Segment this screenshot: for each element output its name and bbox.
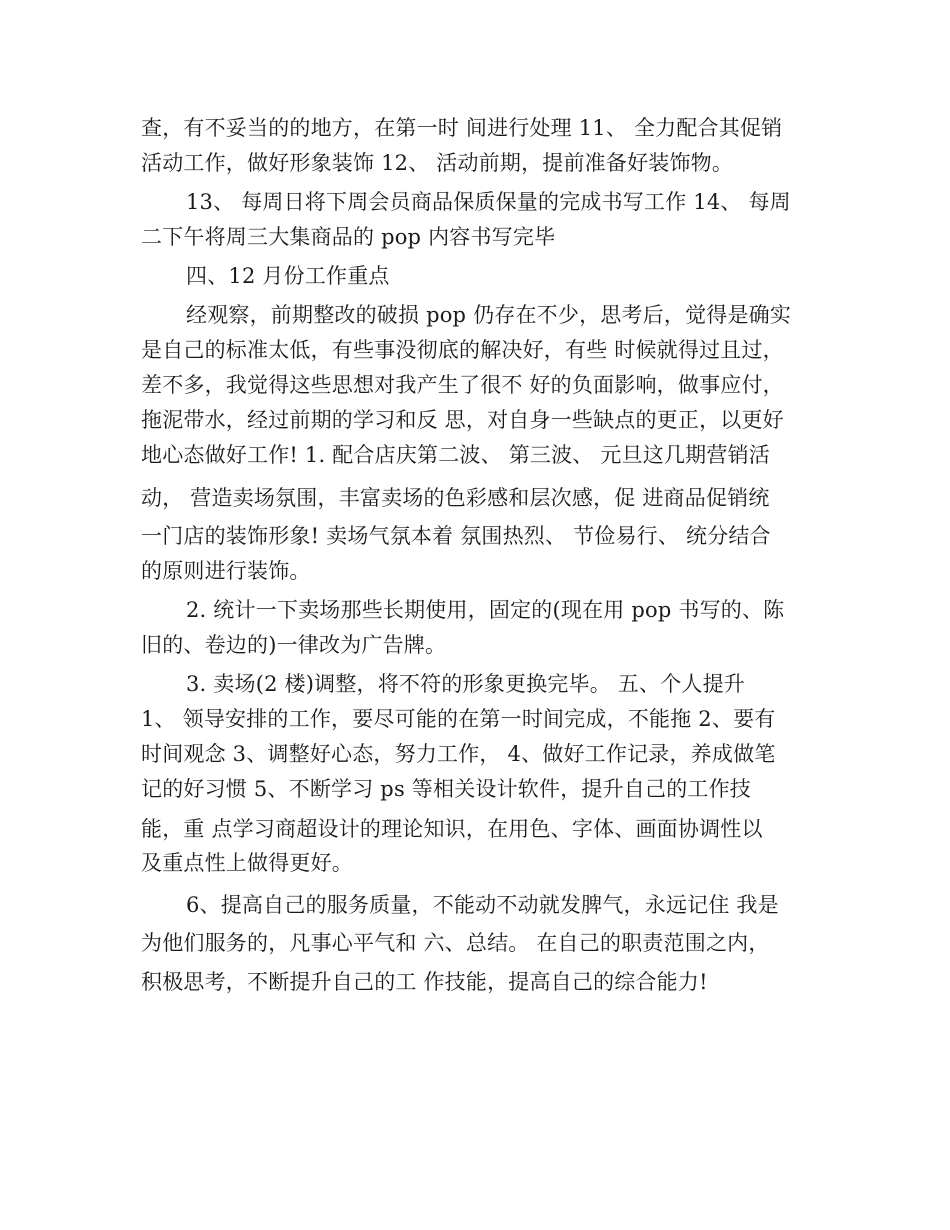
text-line: 旧的、卷边的)一律改为广告牌。 <box>141 633 447 657</box>
text-line: 地心态做好工作! 1. 配合店庆第二波、 第三波、 元旦这几期营销活 <box>141 443 770 467</box>
text-line: 6、提高自己的服务质量，不能动不动就发脾气，永远记住 我是 <box>186 893 779 917</box>
text-line: 是自己的标准太低，有些事没彻底的解决好，有些 时候就得过且过， <box>141 338 784 362</box>
text-line: 动， 营造卖场氛围，丰富卖场的色彩感和层次感，促 进商品促销统 <box>141 486 770 510</box>
text-line: 2. 统计一下卖场那些长期使用，固定的(现在用 pop 书写的、陈 <box>186 598 785 622</box>
text-line: 3. 卖场(2 楼)调整，将不符的形象更换完毕。 五、个人提升 <box>186 672 746 696</box>
text-line: 为他们服务的，凡事心平气和 六、总结。 在自己的职责范围之内， <box>141 931 770 955</box>
text-line: 时间观念 3、调整好心态，努力工作， 4、做好工作记录，养成做笔 <box>141 742 776 766</box>
text-line: 查，有不妥当的的地方，在第一时 间进行处理 11、 全力配合其促销 <box>141 116 783 140</box>
text-line: 13、 每周日将下周会员商品保质保量的完成书写工作 14、 每周 <box>186 190 791 214</box>
text-line: 拖泥带水，经过前期的学习和反 思，对自身一些缺点的更正，以更好 <box>141 408 784 432</box>
section-heading: 四、12 月份工作重点 <box>186 264 390 288</box>
text-line: 差不多，我觉得这些思想对我产生了很不 好的负面影响，做事应付， <box>141 373 784 397</box>
text-line: 活动工作，做好形象装饰 12、 活动前期，提前准备好装饰物。 <box>141 151 734 175</box>
text-line: 一门店的装饰形象! 卖场气氛本着 氛围热烈、 节俭易行、 统分结合 <box>141 524 771 548</box>
text-line: 二下午将周三大集商品的 pop 内容书写完毕 <box>141 225 556 249</box>
text-line: 经观察，前期整改的破损 pop 仍存在不少，思考后，觉得是确实 <box>186 303 792 327</box>
text-line: 记的好习惯 5、不断学习 ps 等相关设计软件，提升自己的工作技 <box>141 777 752 801</box>
text-line: 的原则进行装饰。 <box>141 559 311 583</box>
text-line: 及重点性上做得更好。 <box>141 851 353 875</box>
text-line: 能，重 点学习商超设计的理论知识，在用色、字体、画面协调性以 <box>141 817 763 841</box>
text-line: 积极思考，不断提升自己的工 作技能，提高自己的综合能力! <box>141 970 708 994</box>
text-line: 1、 领导安排的工作，要尽可能的在第一时间完成，不能拖 2、要有 <box>141 707 776 731</box>
